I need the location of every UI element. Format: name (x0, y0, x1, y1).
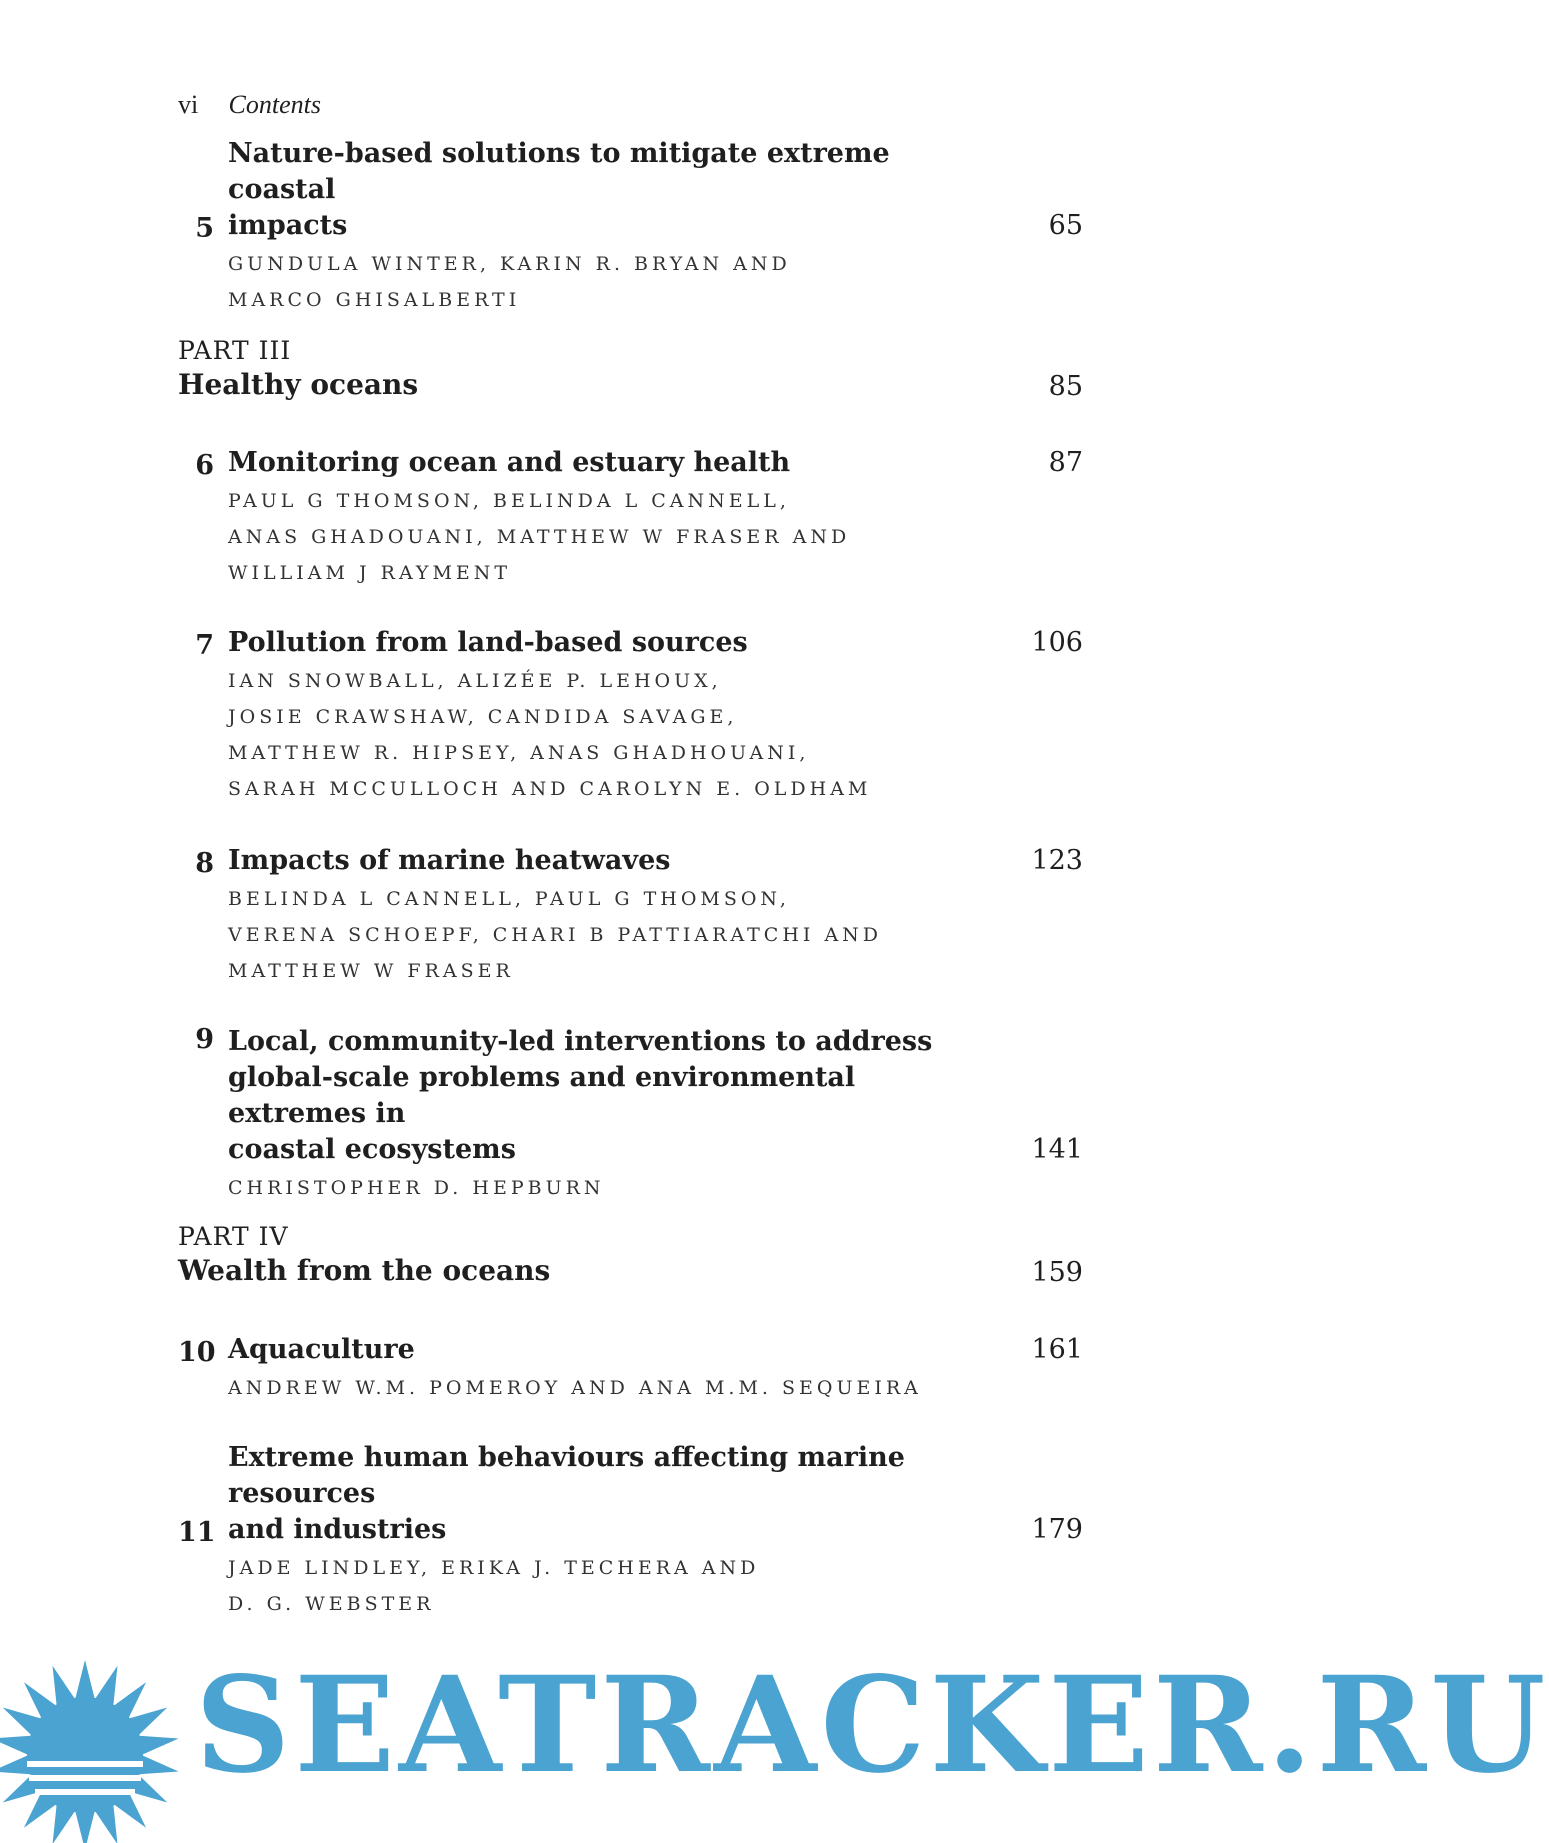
chapter-title: Monitoring ocean and estuary health (228, 447, 791, 478)
toc-entry-chapter-5[interactable] (178, 136, 1083, 318)
toc-entry-chapter-9[interactable] (178, 1024, 1083, 1206)
chapter-number: 10 (178, 1337, 216, 1368)
part-label: PART III (178, 336, 292, 365)
running-title: Contents (228, 90, 321, 119)
toc-entry-part-3[interactable] (178, 336, 1083, 405)
folio: vi (178, 90, 199, 119)
chapter-title: Nature-based solutions to mitigate extreme coastal impacts (228, 138, 890, 241)
page-number: 106 (1031, 627, 1083, 658)
chapter-authors: IAN SNOWBALL, ALIZÉE P. LEHOUX, JOSIE CRAWSHAW, CANDIDA SAVAGE, MATTHEW R. HIPSEY, ANAS GHADHOUANI, SARAH MCCULLOCH AND CAROLYN E. OLDHAM (228, 670, 872, 800)
chapter-authors: GUNDULA WINTER, KARIN R. BRYAN AND MARCO GHISALBERTI (228, 253, 791, 311)
chapter-number: 6 (195, 450, 214, 481)
sun-icon (0, 1660, 180, 1843)
toc-entry-chapter-10[interactable] (178, 1332, 1083, 1406)
chapter-number: 8 (195, 848, 214, 879)
page-header (178, 90, 321, 120)
page-number: 141 (1031, 1134, 1083, 1165)
chapter-number: 5 (195, 213, 214, 244)
page-number: 179 (1031, 1514, 1083, 1545)
page-number: 123 (1031, 845, 1083, 876)
toc-entry-chapter-8[interactable] (178, 843, 1083, 989)
chapter-number: 11 (178, 1517, 216, 1548)
chapter-title: Impacts of marine heatwaves (228, 845, 671, 876)
part-label: PART IV (178, 1222, 289, 1251)
toc-entry-part-4[interactable] (178, 1222, 1083, 1291)
watermark-text: SEATRACKER.RU (195, 1648, 1549, 1803)
part-title: Wealth from the oceans (178, 1254, 551, 1287)
page-number: 159 (1031, 1257, 1083, 1288)
page-number: 161 (1031, 1334, 1083, 1365)
chapter-title: Aquaculture (228, 1334, 415, 1365)
toc-entry-chapter-6[interactable] (178, 445, 1083, 591)
toc-entry-chapter-11[interactable] (178, 1440, 1083, 1622)
chapter-authors: CHRISTOPHER D. HEPBURN (228, 1177, 605, 1199)
part-title: Healthy oceans (178, 368, 419, 401)
chapter-title: Local, community-led interventions to address global-scale problems and environmental extremes in coastal ecosystems (228, 1026, 933, 1165)
toc-entry-chapter-7[interactable] (178, 625, 1083, 807)
page-number: 85 (1048, 371, 1083, 402)
chapter-authors: JADE LINDLEY, ERIKA J. TECHERA AND D. G. WEBSTER (228, 1557, 760, 1615)
chapter-authors: ANDREW W.M. POMEROY AND ANA M.M. SEQUEIRA (228, 1377, 922, 1399)
chapter-number: 9 (195, 1024, 214, 1055)
chapter-title: Pollution from land-based sources (228, 627, 748, 658)
chapter-number: 7 (195, 630, 214, 661)
chapter-authors: BELINDA L CANNELL, PAUL G THOMSON, VERENA SCHOEPF, CHARI B PATTIARATCHI AND MATTHEW W FRASER (228, 888, 883, 982)
chapter-title: Extreme human behaviours affecting marine resources and industries (228, 1442, 905, 1545)
page-number: 87 (1048, 447, 1083, 478)
chapter-authors: PAUL G THOMSON, BELINDA L CANNELL, ANAS GHADOUANI, MATTHEW W FRASER AND WILLIAM J RAYMENT (228, 490, 851, 584)
page-number: 65 (1048, 210, 1083, 241)
